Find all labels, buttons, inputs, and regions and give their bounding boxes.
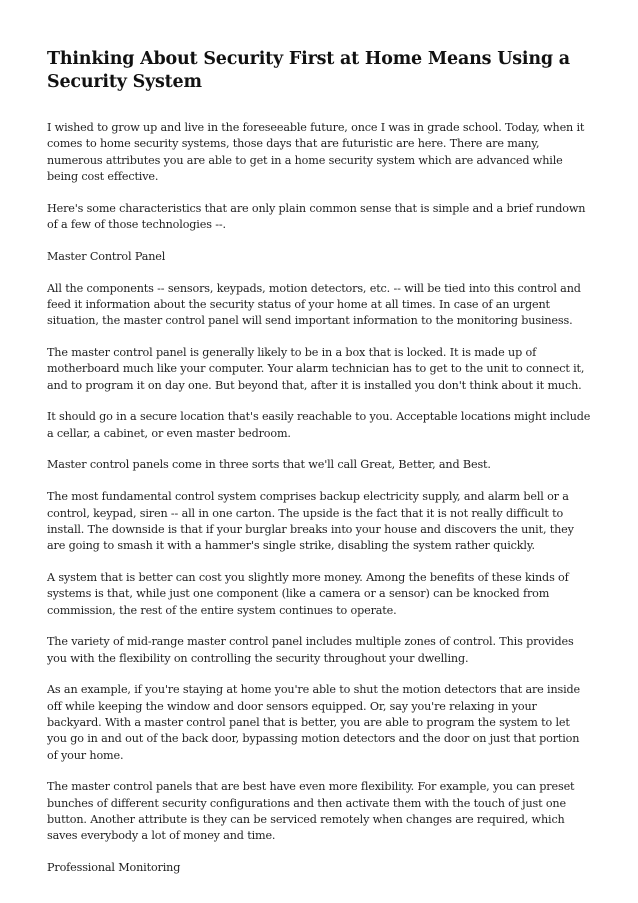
paragraph-locked-box: The master control panel is generally likely to be in a box that is locked. It is made up of motherboard much like your computer. Your alarm technician has to get to the unit to connect it, and to program it on day one. But beyond that, after it is installed you don't think about it much. [47, 345, 585, 392]
document-page [47, 48, 592, 892]
paragraph-components: All the components -- sensors, keypads, motion detectors, etc. -- will be tied into this control and feed it information about the security status of your home at all times. In case of an urgent situation, the master control panel will send important information to the monitoring business. [47, 281, 581, 328]
document-title: Thinking About Security First at Home Means Using a Security System [47, 49, 570, 92]
paragraph-better-system: A system that is better can cost you slightly more money. Among the benefits of these kinds of systems is that, while just one component (like a camera or a sensor) can be knocked from commission, the rest of the entire system continues to operate. [47, 570, 569, 617]
section-heading-professional-monitoring: Professional Monitoring [47, 861, 181, 875]
paragraph-rundown: Here's some characteristics that are only plain common sense that is simple and a brief rundown of a few of those technologies --. [47, 201, 586, 231]
paragraph-example: As an example, if you're staying at home you're able to shut the motion detectors that are inside off while keeping the window and door sensors equipped. Or, say you're relaxing in your backyard. With a master control panel that is better, you are able to program the system to let you go in and out of the back door, bypassing motion detectors and the door on just that portion of your home. [47, 683, 581, 762]
section-heading-master-control-panel: Master Control Panel [47, 249, 166, 263]
paragraph-intro: I wished to grow up and live in the foreseeable future, once I was in grade school. Today, when it comes to home security systems, those days that are futuristic are here. There are many, numerous attributes you are able to get in a home security system which are advanced while being cost effective. [47, 121, 585, 183]
paragraph-three-sorts: Master control panels come in three sorts that we'll call Great, Better, and Best. [47, 458, 491, 472]
paragraph-basic-system: The most fundamental control system comprises backup electricity supply, and alarm bell or a control, keypad, siren -- all in one carton. The upside is the fact that it is not really difficult to install. The downside is that if your burglar breaks into your house and discovers the unit, they are going to smash it with a hammer's single strike, disabling the system rather quickly. [47, 490, 574, 553]
paragraph-best-panels: The master control panels that are best have even more flexibility. For example, you can preset bunches of different security configurations and then activate them with the touch of just one button. Another attribute is they can be serviced remotely when changes are required, which saves everybody a lot of money and time. [47, 780, 575, 843]
paragraph-location: It should go in a secure location that's easily reachable to you. Acceptable locations might include a cellar, a cabinet, or even master bedroom. [47, 410, 591, 440]
paragraph-mid-range: The variety of mid-range master control panel includes multiple zones of control. This provides you with the flexibility on controlling the security throughout your dwelling. [47, 635, 574, 665]
